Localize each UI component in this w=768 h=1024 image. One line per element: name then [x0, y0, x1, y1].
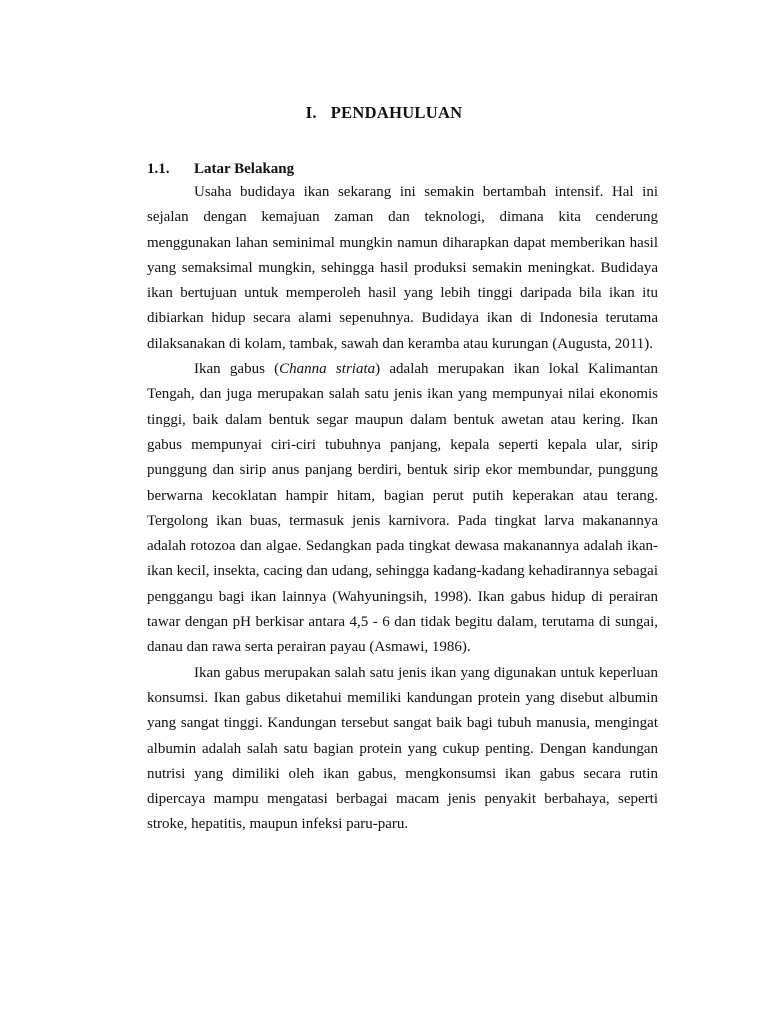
chapter-title — [0, 103, 768, 123]
paragraph-2-start: Ikan gabus ( — [194, 361, 280, 378]
section-heading — [147, 161, 294, 178]
chapter-title-text: PENDAHULUAN — [330, 103, 463, 122]
section-title: Latar Belakang — [194, 161, 295, 177]
section-number: 1.1. — [147, 161, 170, 177]
species-name: Channa striata — [279, 361, 376, 378]
chapter-number: I. — [305, 103, 317, 122]
paragraph-2-rest: ) adalah merupakan ikan lokal Kalimantan Tengah, dan juga merupakan salah satu jenis ikan yang mempunyai nilai ekonomis tinggi, baik dalam bentuk segar maupun dalam bentuk awetan atau kering. Ikan gabus mempunyai ciri-ciri tubuhnya panjang, kepala seperti kepala ular, sirip punggung dan sirip anus panjang berdiri, bentuk sirip ekor membundar, punggung berwarna kecoklatan hampir hitam, bagian perut putih keperakan atau terang. Tergolong ikan buas, termasuk jenis karnivora. Pada tingkat larva makanannya adalah rotozoa dan algae. Sedangkan pada tingkat dewasa makanannya adalah ikan-ikan kecil, insekta, cacing dan udang, sehingga kadang-kadang kehadirannya sebagai penggangu bagi ikan lainnya (Wahyuningsih, 1998). Ikan gabus hidup di perairan tawar dengan pH berkisar antara 4,5 - 6 dan tidak begitu dalam, terutama di sungai, danau dan rawa serta perairan payau (Asmawi, 1986). — [147, 361, 658, 656]
paragraph-3: Ikan gabus merupakan salah satu jenis ikan yang digunakan untuk keperluan konsumsi. Ikan gabus diketahui memiliki kandungan protein yang disebut albumin yang sangat tinggi. Kandungan tersebut sangat baik bagi tubuh manusia, mengingat albumin adalah salah satu bagian protein yang cukup penting. Dengan kandungan nutrisi yang dimiliki oleh ikan gabus, mengkonsumsi ikan gabus secara rutin dipercaya mampu mengatasi berbagai macam jenis penyakit berbahaya, seperti stroke, hepatitis, maupun infeksi paru-paru. — [147, 664, 658, 833]
body-text — [147, 180, 658, 838]
paragraph-1: Usaha budidaya ikan sekarang ini semakin bertambah intensif. Hal ini sejalan dengan kemajuan zaman dan teknologi, dimana kita cenderung menggunakan lahan seminimal mungkin namun diharapkan dapat memberikan hasil yang semaksimal mungkin, sehingga hasil produksi semakin meningkat. Budidaya ikan bertujuan untuk memperoleh hasil yang lebih tinggi daripada bila ikan itu dibiarkan hidup secara alami sepenuhnya. Budidaya ikan di Indonesia terutama dilaksanakan di kolam, tambak, sawah dan keramba atau kurungan (Augusta, 2011). — [147, 184, 658, 352]
paragraph-2 — [147, 357, 658, 661]
